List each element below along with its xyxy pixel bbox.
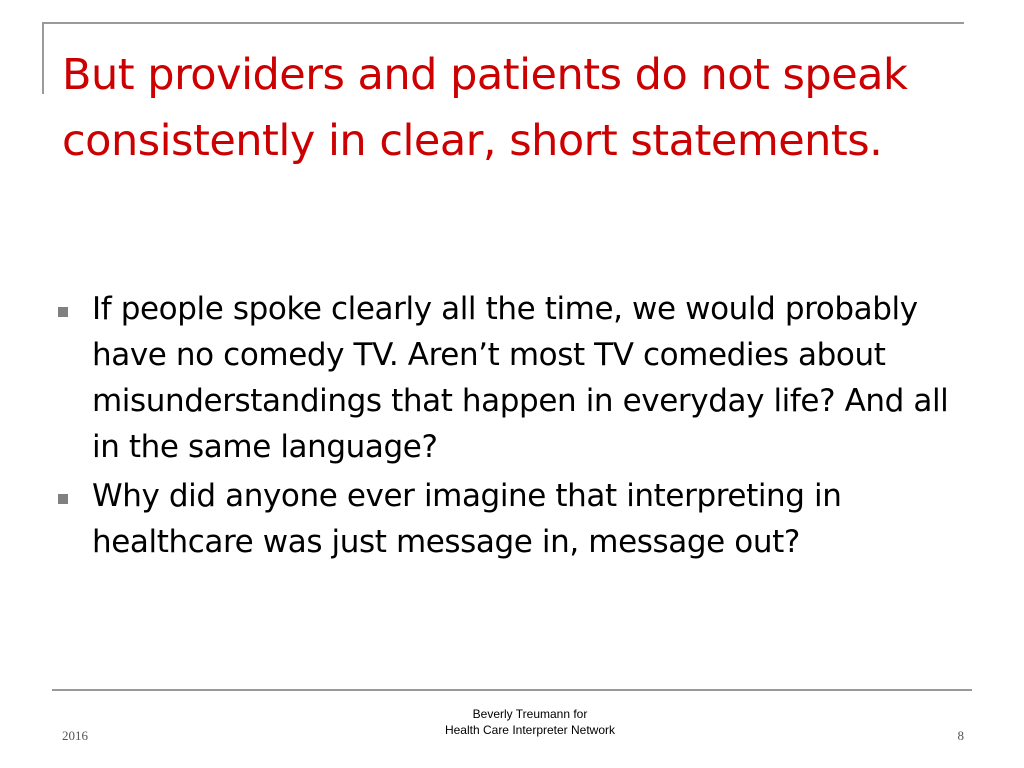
bullet-text: Why did anyone ever imagine that interpreting in healthcare was just message in, message out? (92, 478, 842, 560)
footer-divider (52, 689, 972, 691)
footer-author-line1: Beverly Treumann for (472, 707, 588, 721)
footer-year: 2016 (62, 728, 88, 743)
square-bullet-icon (58, 494, 68, 504)
bullet-text: If people spoke clearly all the time, we would probably have no comedy TV. Aren’t most TV comedies about misunderstandings that happen in everyday life? And all in the same language? (92, 291, 949, 465)
footer-page-number: 8 (957, 728, 964, 743)
bullet-item (52, 473, 972, 565)
footer-author (380, 706, 680, 738)
footer-author-line2: Health Care Interpreter Network (444, 723, 616, 737)
slide-title: But providers and patients do not speak consistently in clear, short statements. (62, 50, 908, 166)
square-bullet-icon (58, 307, 68, 317)
bullet-list (52, 286, 972, 568)
bullet-item (52, 286, 972, 470)
frame-top-line (42, 22, 964, 24)
frame-left-line (42, 22, 44, 94)
